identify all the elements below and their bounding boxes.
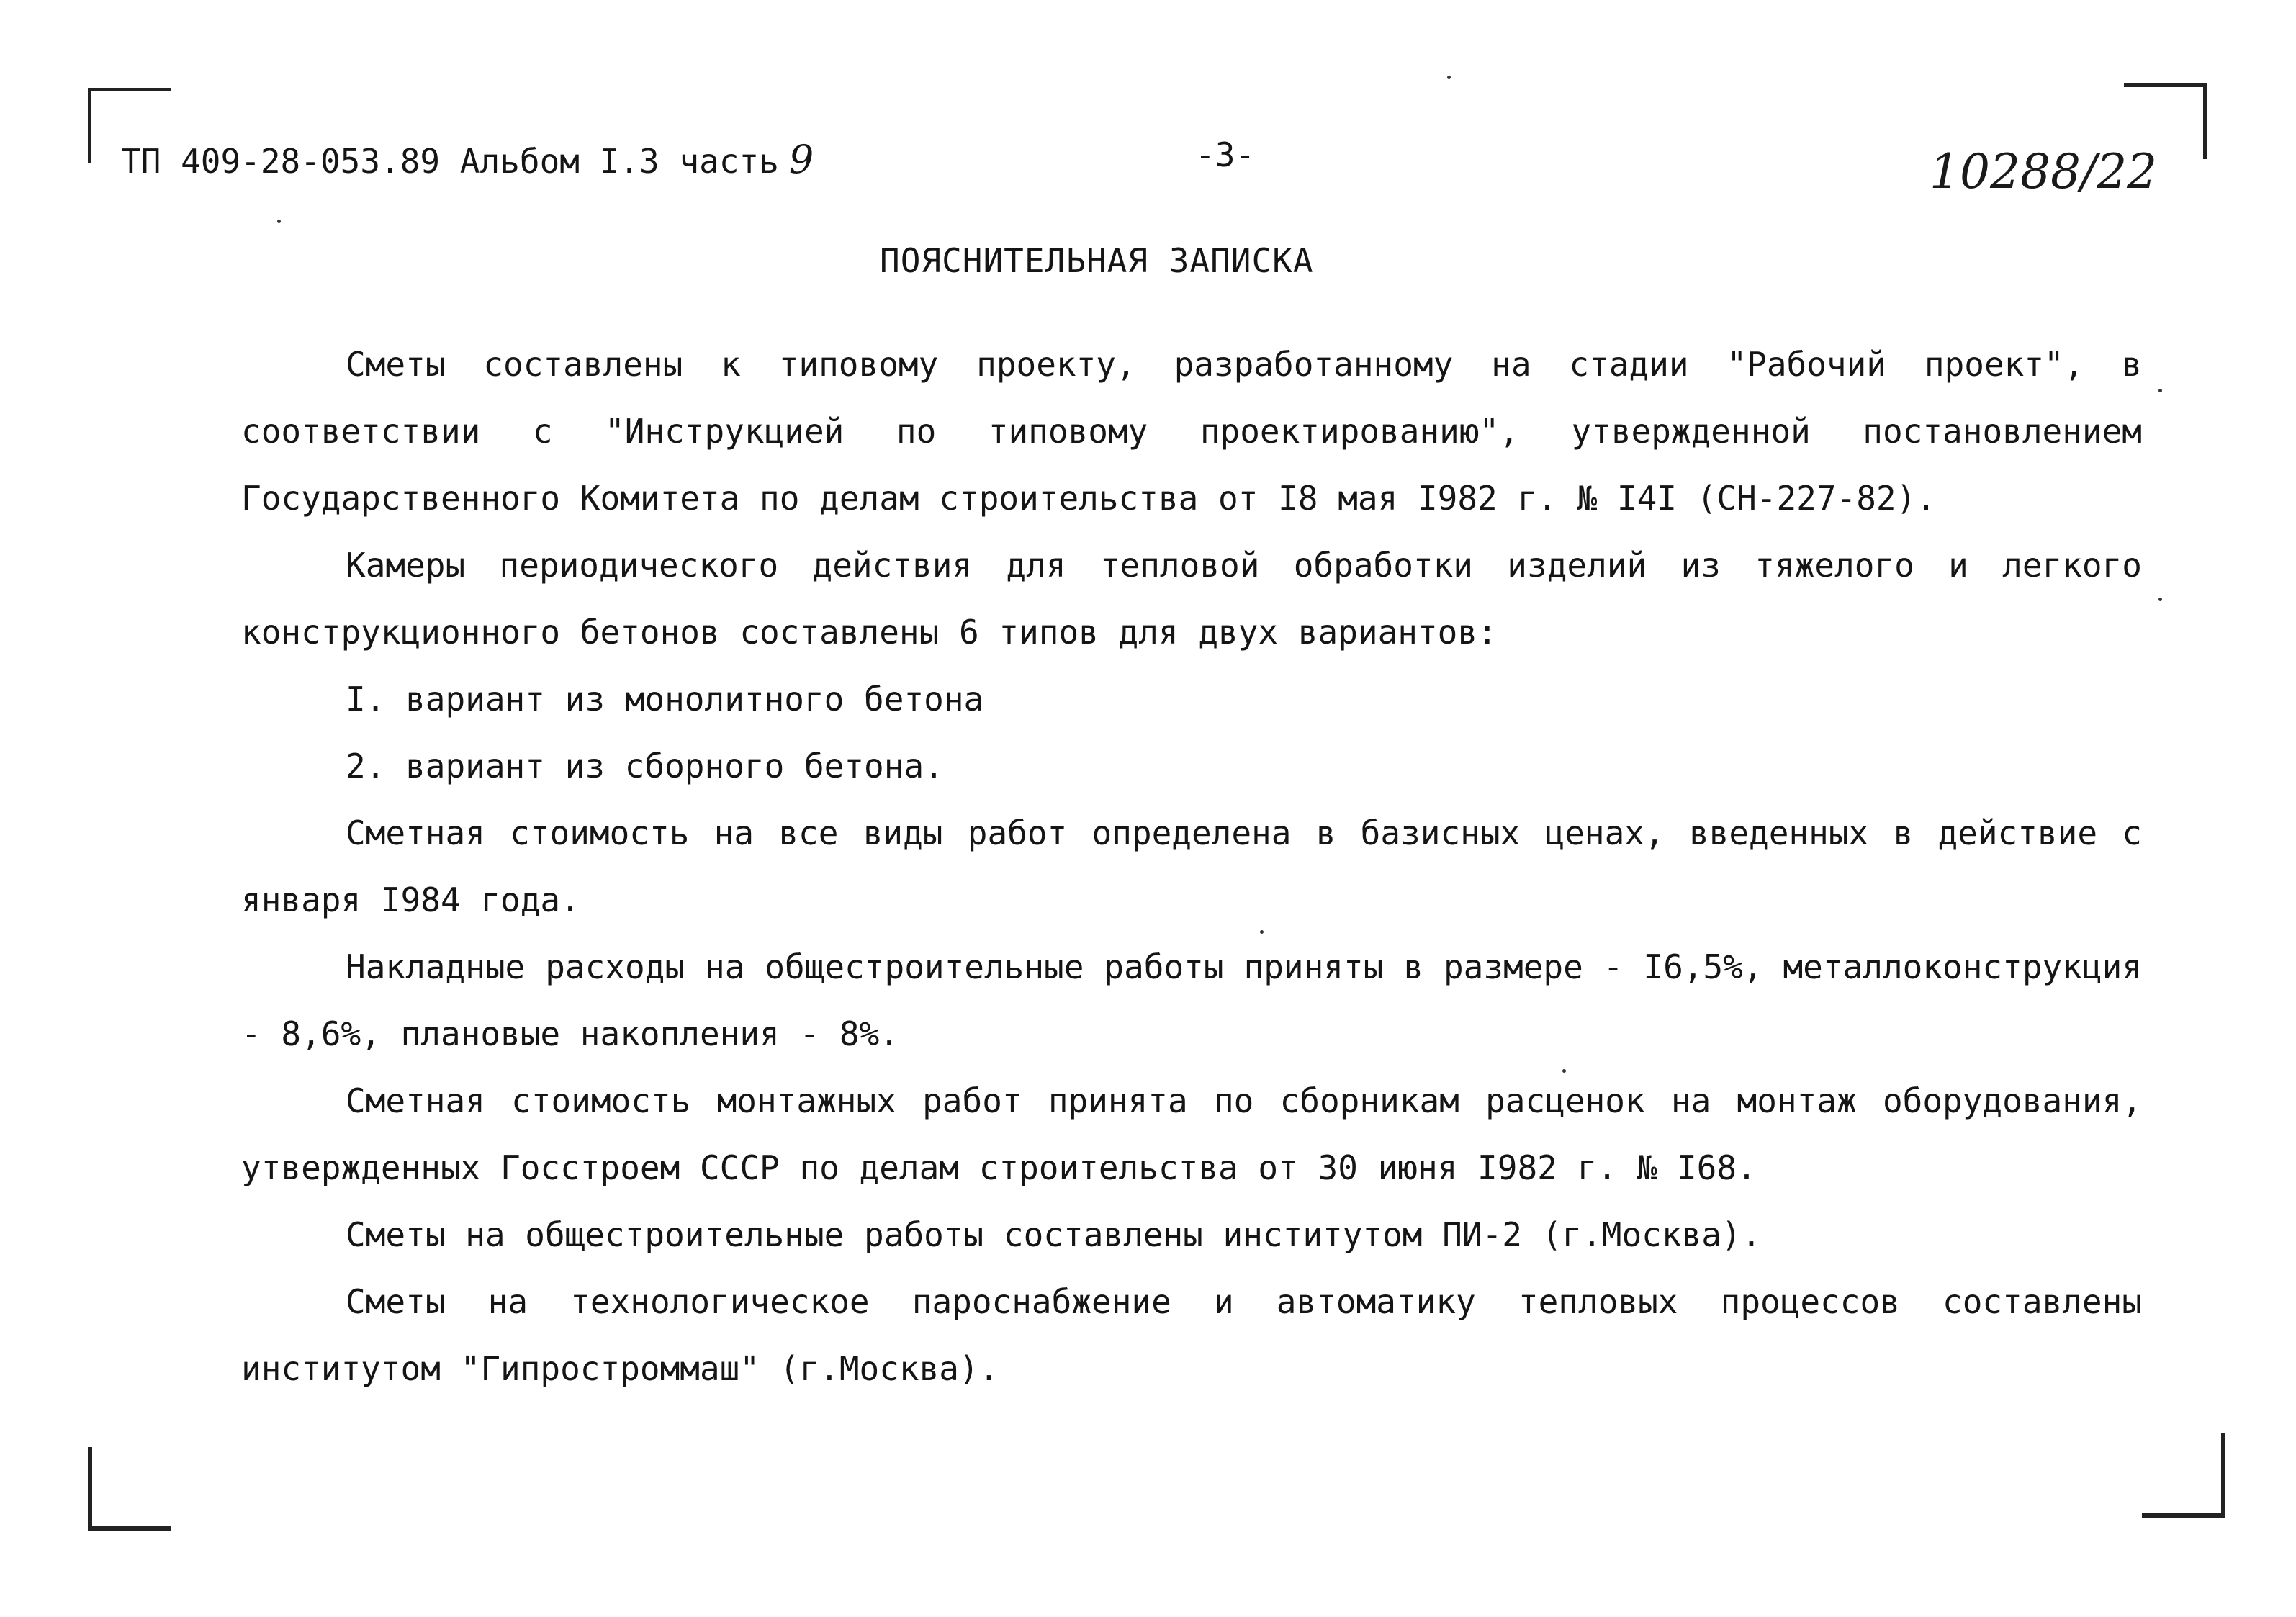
- list-item-variant-2: 2. вариант из сборного бетона.: [346, 747, 944, 785]
- scan-speck: [2158, 598, 2162, 601]
- paragraph-chamber-types: Камеры периодического действия для тепловой обработки изделий из тяжелого и легкого конструкционного бетонов составлены 6 типов для двух вариантов:: [241, 546, 2142, 652]
- scan-speck: [1447, 76, 1451, 79]
- frame-corner-bottom-left: [88, 1447, 171, 1531]
- scan-speck: [1562, 1069, 1566, 1073]
- album-part-number: 9: [788, 137, 814, 182]
- page-title: ПОЯСНИТЕЛЬНАЯ ЗАПИСКА: [880, 241, 1314, 280]
- frame-corner-bottom-right: [2142, 1433, 2225, 1518]
- paragraph-introduction: Сметы составлены к типовому проекту, разработанному на стадии "Рабочий проект", в соответствии с "Инструкцией по типовому проектированию", утвержденной постановлением Государственного Комитета по делам строительства от I8 мая I982 г. № I4I (СН-227-82).: [241, 345, 2142, 518]
- document-code: [121, 137, 814, 182]
- scan-speck: [2158, 389, 2162, 392]
- document-body: [241, 331, 2142, 1402]
- paragraph-base-prices: Сметная стоимость на все виды работ определена в базисных ценах, введенных в действие с января I984 года.: [241, 814, 2142, 919]
- paragraph-installation-costs: Сметная стоимость монтажных работ принята по сборникам расценок на монтаж оборудования, утвержденных Госстроем СССР по делам строительства от 30 июня I982 г. № I68.: [241, 1081, 2142, 1187]
- list-item-variant-1: I. вариант из монолитного бетона: [346, 680, 984, 719]
- page-number: -3-: [1195, 135, 1256, 174]
- paragraph-overhead-costs: Накладные расходы на общестроительные работы приняты в размере - I6,5%, металлоконструкция - 8,6%, плановые накопления - 8%.: [241, 947, 2142, 1053]
- paragraph-construction-estimates: Сметы на общестроительные работы составлены институтом ПИ-2 (г.Москва).: [346, 1215, 1762, 1254]
- document-code-text: ТП 409-28-053.89 Альбом I.3 часть: [121, 142, 779, 181]
- scan-speck: [277, 220, 281, 223]
- handwritten-document-number: 10288/22: [1930, 144, 2158, 199]
- paragraph-technology-estimates: Сметы на технологическое пароснабжение и автоматику тепловых процессов составлены институтом "Гипростроммаш" (г.Москва).: [241, 1282, 2142, 1388]
- scan-speck: [1260, 930, 1264, 934]
